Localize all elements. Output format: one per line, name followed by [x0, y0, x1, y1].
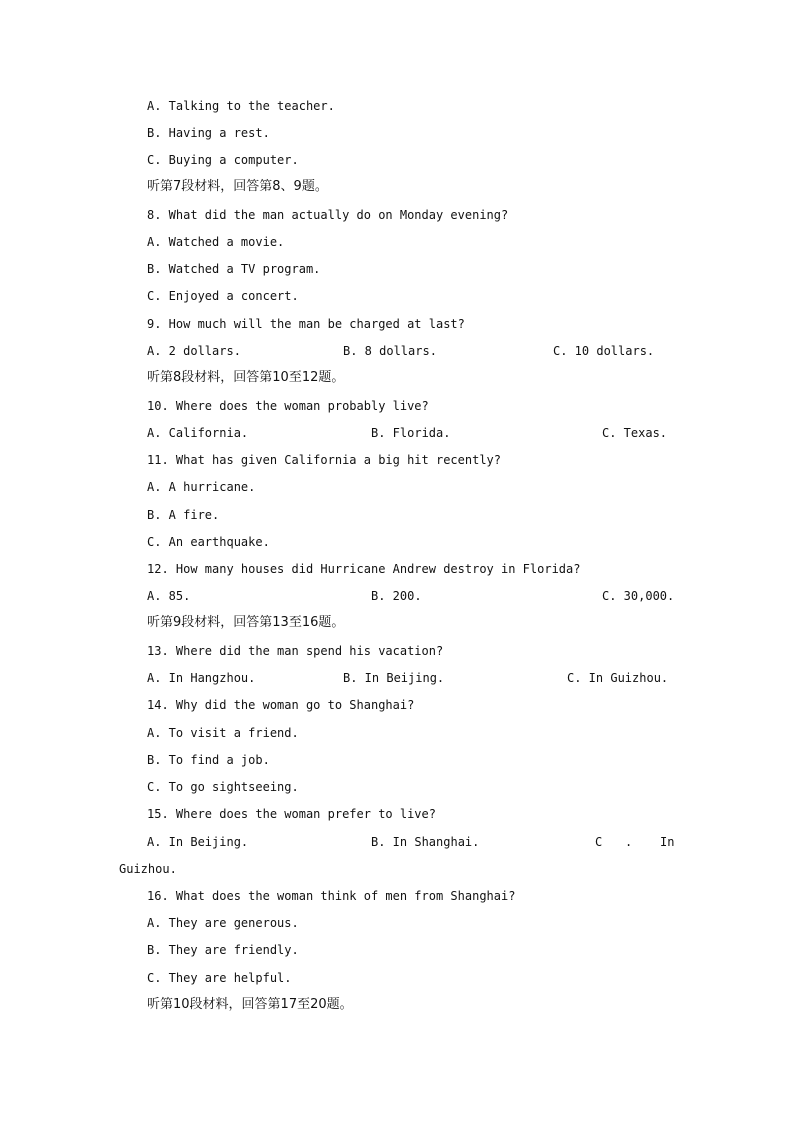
question-11: 11. What has given California a big hit recently? [147, 453, 502, 467]
option-15c-wrap: Guizhou. [119, 862, 177, 876]
question-13: 13. Where did the man spend his vacation? [147, 644, 444, 658]
question-16: 16. What does the woman think of men from Shanghai? [147, 889, 516, 903]
option-9a: A. 2 dollars. [147, 344, 241, 358]
option-10b: B. Florida. [371, 426, 451, 440]
option-12c: C. 30,000. [602, 589, 675, 603]
option-16c: C. They are helpful. [147, 971, 292, 985]
option-11a: A. A hurricane. [147, 480, 256, 494]
option-13a: A. In Hangzhou. [147, 671, 256, 685]
option-12b: B. 200. [371, 589, 422, 603]
option-16a: A. They are generous. [147, 916, 299, 930]
question-12: 12. How many houses did Hurricane Andrew destroy in Florida? [147, 562, 581, 576]
option-15b: B. In Shanghai. [371, 835, 480, 849]
option-16b: B. They are friendly. [147, 943, 299, 957]
option-11b: B. A fire. [147, 508, 220, 522]
question-9: 9. How much will the man be charged at last? [147, 317, 465, 331]
option-8c: C. Enjoyed a concert. [147, 289, 299, 303]
option-9c: C. 10 dollars. [553, 344, 655, 358]
option-10a: A. California. [147, 426, 249, 440]
option-13c: C. In Guizhou. [567, 671, 669, 685]
option-4a: A. Talking to the teacher. [147, 99, 335, 113]
option-4c: C. Buying a computer. [147, 153, 299, 167]
section-heading-8: 听第8段材料，回答第10至12题。 [147, 370, 345, 385]
option-15a: A. In Beijing. [147, 835, 249, 849]
option-14a: A. To visit a friend. [147, 726, 299, 740]
option-14b: B. To find a job. [147, 753, 270, 767]
option-11c: C. An earthquake. [147, 535, 270, 549]
section-heading-9: 听第9段材料，回答第13至16题。 [147, 615, 345, 630]
section-heading-7: 听第7段材料，回答第8、9题。 [147, 179, 328, 194]
option-13b: B. In Beijing. [343, 671, 445, 685]
question-14: 14. Why did the woman go to Shanghai? [147, 698, 415, 712]
option-14c: C. To go sightseeing. [147, 780, 299, 794]
option-8a: A. Watched a movie. [147, 235, 285, 249]
option-4b: B. Having a rest. [147, 126, 270, 140]
option-15c-dot: . [625, 835, 633, 849]
option-8b: B. Watched a TV program. [147, 262, 321, 276]
option-10c: C. Texas. [602, 426, 668, 440]
option-15c-in: In [660, 835, 675, 849]
question-15: 15. Where does the woman prefer to live? [147, 807, 436, 821]
question-8: 8. What did the man actually do on Monday evening? [147, 208, 509, 222]
option-9b: B. 8 dollars. [343, 344, 437, 358]
question-10: 10. Where does the woman probably live? [147, 399, 429, 413]
section-heading-10: 听第10段材料，回答第17至20题。 [147, 997, 353, 1012]
option-12a: A. 85. [147, 589, 191, 603]
option-15c-letter: C [595, 835, 603, 849]
